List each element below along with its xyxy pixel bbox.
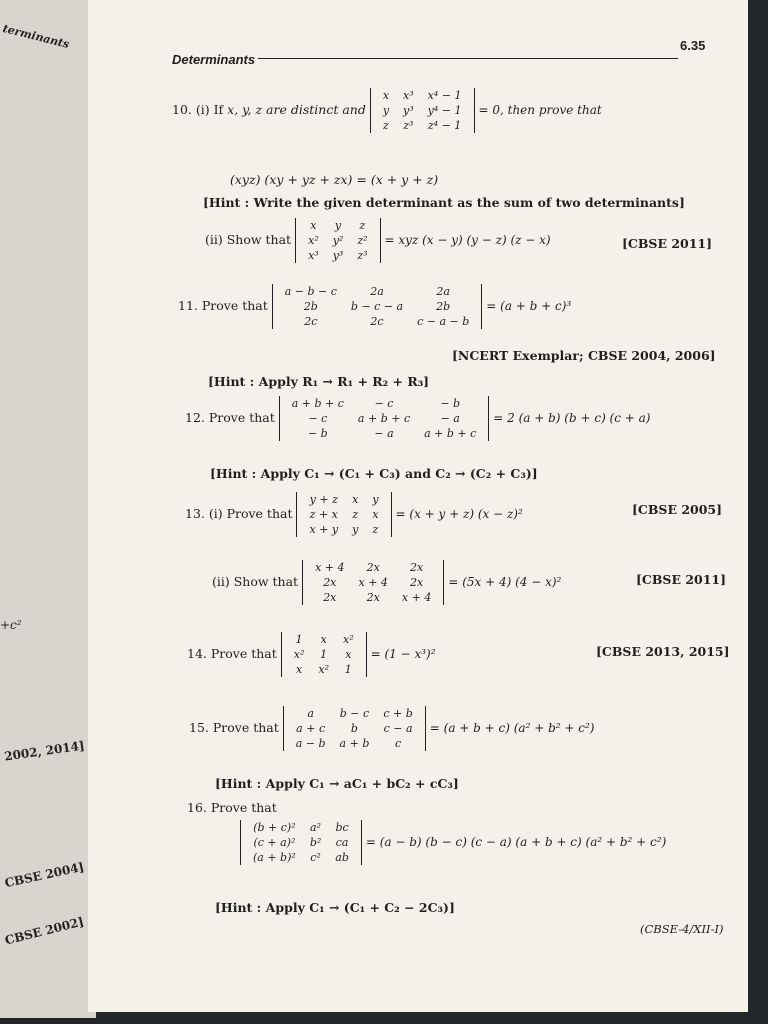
matrix-entry: x (310, 219, 317, 232)
equation-rhs: = 0, then prove that (478, 103, 602, 117)
determinant (302, 560, 444, 605)
question-number: 10. (i) If (172, 102, 224, 117)
matrix-entry: c + b (383, 707, 413, 720)
determinant (281, 632, 367, 677)
matrix-entry: − a (374, 427, 394, 440)
matrix-entry: a − b (295, 737, 326, 750)
matrix-entry: z³ (403, 119, 414, 132)
matrix-entry: y (352, 523, 359, 536)
q10-hint: [Hint : Write the given determinant as the sum of two determinants] (203, 195, 685, 210)
question-13-ii: (ii) Show that x + 4 2x 2x 2x x + 4 2x 2x 2x x + 4 = (5x + 4) (4 − x)² (212, 561, 562, 604)
matrix-entry: a + b + c (424, 427, 477, 440)
matrix-entry: a + b + c (357, 412, 411, 425)
question-11: 11. Prove that a − b − c 2a 2a 2b b − c − a 2b 2c 2c c − a − b = (a + b + c)³ (178, 285, 572, 328)
matrix-entry: x + 4 (401, 591, 432, 604)
matrix-entry: x³ (308, 249, 319, 262)
matrix-entry: b − c − a (350, 300, 404, 313)
matrix-entry: a − b − c (284, 285, 337, 298)
matrix-entry: 2x (323, 576, 337, 589)
matrix-entry: c − a − b (417, 315, 470, 328)
matrix-entry: y⁴ − 1 (427, 104, 462, 117)
matrix-entry: ca (335, 836, 349, 849)
matrix-entry: z (372, 523, 379, 536)
matrix-entry: 2x (366, 561, 380, 574)
matrix-entry: z⁴ − 1 (427, 119, 462, 132)
matrix-entry: x + 4 (315, 561, 345, 574)
matrix-entry: c − a (383, 722, 413, 735)
left-fragment: +c² (0, 618, 22, 632)
q11-hint: [Hint : Apply R₁ → R₁ + R₂ + R₃] (208, 374, 430, 389)
matrix-entry: y³ (403, 104, 414, 117)
question-10 (172, 88, 602, 133)
left-fragment: CBSE 2002] (3, 914, 86, 948)
matrix-entry: z (383, 119, 389, 132)
matrix-entry: 2x (410, 561, 424, 574)
determinant (283, 706, 426, 751)
left-page (0, 0, 96, 1018)
determinant (240, 820, 362, 865)
left-fragment: CBSE 2004] (3, 859, 86, 891)
question-16-label: 16. Prove that (187, 800, 277, 815)
matrix-entry: 2a (370, 285, 384, 298)
footer-code: (CBSE-4/XII-I) (640, 922, 724, 936)
determinant (279, 396, 490, 441)
q12-hint: [Hint : Apply C₁ → (C₁ + C₃) and C₂ → (C₂ + C₃)] (210, 466, 538, 481)
matrix-entry: z + x (309, 508, 338, 521)
matrix-entry: x (320, 633, 327, 646)
matrix-entry: a² (310, 821, 322, 834)
matrix-entry: 2x (410, 576, 424, 589)
matrix-entry: c (394, 737, 402, 750)
matrix-entry: (b + c)² (253, 821, 296, 834)
matrix-entry: x² (342, 633, 354, 646)
matrix-entry: 2b (303, 300, 318, 313)
matrix-entry: b² (309, 836, 322, 849)
reference-tag: [CBSE 2013, 2015] (596, 644, 730, 659)
matrix-entry: x (295, 663, 303, 676)
question-10-ii: (ii) Show that x y z x² y² z² x³ y³ z³ = xyz (x − y) (y − z) (z − x) (205, 219, 551, 262)
matrix-entry: x (352, 493, 359, 506)
matrix-entry: 2x (323, 591, 337, 604)
matrix-entry: − b (440, 397, 461, 410)
matrix-entry: a + c (296, 722, 326, 735)
matrix-entry: (c + a)² (253, 836, 296, 849)
matrix-entry: x³ (403, 89, 414, 102)
determinant (296, 492, 391, 537)
determinant (272, 284, 483, 329)
q10-result: (xyz) (xy + yz + zx) = (x + y + z) (230, 172, 439, 187)
matrix-entry: − b (307, 427, 328, 440)
matrix-entry: 2c (370, 315, 384, 328)
question-12: 12. Prove that a + b + c − c − b − c a + b + c − a − b − a a + b + c = 2 (a + b) (b + c) (c + a) (185, 397, 651, 440)
matrix-entry: − c (374, 397, 394, 410)
matrix-entry: a + b (339, 737, 370, 750)
header-rule (258, 58, 678, 59)
left-fragment: 2002, 2014] (3, 738, 86, 764)
matrix-entry: x² (308, 234, 319, 247)
matrix-entry: 1 (295, 633, 303, 646)
matrix-entry: 1 (344, 663, 352, 676)
matrix-entry: b (350, 722, 358, 735)
matrix-entry: y (334, 219, 342, 232)
matrix-entry: 2x (366, 591, 380, 604)
matrix-entry: − a (440, 412, 460, 425)
left-running-title: terminants (1, 21, 71, 52)
matrix-entry: y (382, 104, 390, 117)
matrix-entry: (a + b)² (253, 851, 296, 864)
matrix-entry: x² (293, 648, 305, 661)
matrix-entry: x + y (309, 523, 339, 536)
matrix-entry: x² (318, 663, 329, 676)
question-14: 14. Prove that 1 x x² x² 1 x x x² 1 = (1 − x³)² (187, 633, 436, 676)
matrix-entry: y + z (309, 493, 338, 506)
matrix-entry: 2b (436, 300, 451, 313)
matrix-entry: z (352, 508, 359, 521)
matrix-entry: ab (335, 851, 349, 864)
running-header-title: Determinants (172, 52, 256, 67)
matrix-entry: z³ (357, 249, 368, 262)
matrix-entry: 1 (320, 648, 328, 661)
reference-tag: [CBSE 2011] (622, 236, 713, 251)
q15-hint: [Hint : Apply C₁ → aC₁ + bC₂ + cC₃] (215, 776, 459, 791)
question-13: 13. (i) Prove that y + z x y z + x z x x + y y z = (x + y + z) (x − z)² (185, 493, 523, 536)
matrix-entry: a + b + c (291, 397, 344, 410)
matrix-entry: y² (332, 234, 344, 247)
matrix-entry: y (372, 493, 379, 506)
matrix-entry: z (359, 219, 366, 232)
question-15: 15. Prove that a b − c c + b a + c b c − a a − b a + b c = (a + b + c) (a² + b² + c²) (189, 707, 595, 750)
matrix-entry: 2a (436, 285, 450, 298)
matrix-entry: y³ (332, 249, 344, 262)
page-number: 6.35 (680, 38, 706, 53)
reference-tag: [NCERT Exemplar; CBSE 2004, 2006] (452, 348, 716, 363)
question-text: x, y, z are distinct and (227, 102, 366, 117)
matrix-entry: c² (310, 851, 321, 864)
q16-hint: [Hint : Apply C₁ → (C₁ + C₂ − 2C₃)] (215, 900, 455, 915)
matrix-entry: x (345, 648, 352, 661)
matrix-entry: bc (335, 821, 349, 834)
reference-tag: [CBSE 2005] (632, 502, 723, 517)
matrix-entry: x (382, 89, 390, 102)
determinant (295, 218, 380, 263)
matrix-entry: a (307, 707, 314, 720)
matrix-entry: − c (308, 412, 328, 425)
matrix-entry: x + 4 (358, 576, 388, 589)
matrix-entry: x⁴ − 1 (427, 89, 462, 102)
matrix-entry: b − c (339, 707, 370, 720)
determinant (370, 88, 475, 133)
matrix-entry: x (372, 508, 379, 521)
reference-tag: [CBSE 2011] (636, 572, 727, 587)
matrix-entry: z² (357, 234, 368, 247)
question-16: (b + c)² a² bc (c + a)² b² ca (a + b)² c² ab = (a − b) (b − c) (c − a) (a + b + c) (a² + b² + c²) (240, 820, 666, 865)
matrix-entry: 2c (304, 315, 318, 328)
